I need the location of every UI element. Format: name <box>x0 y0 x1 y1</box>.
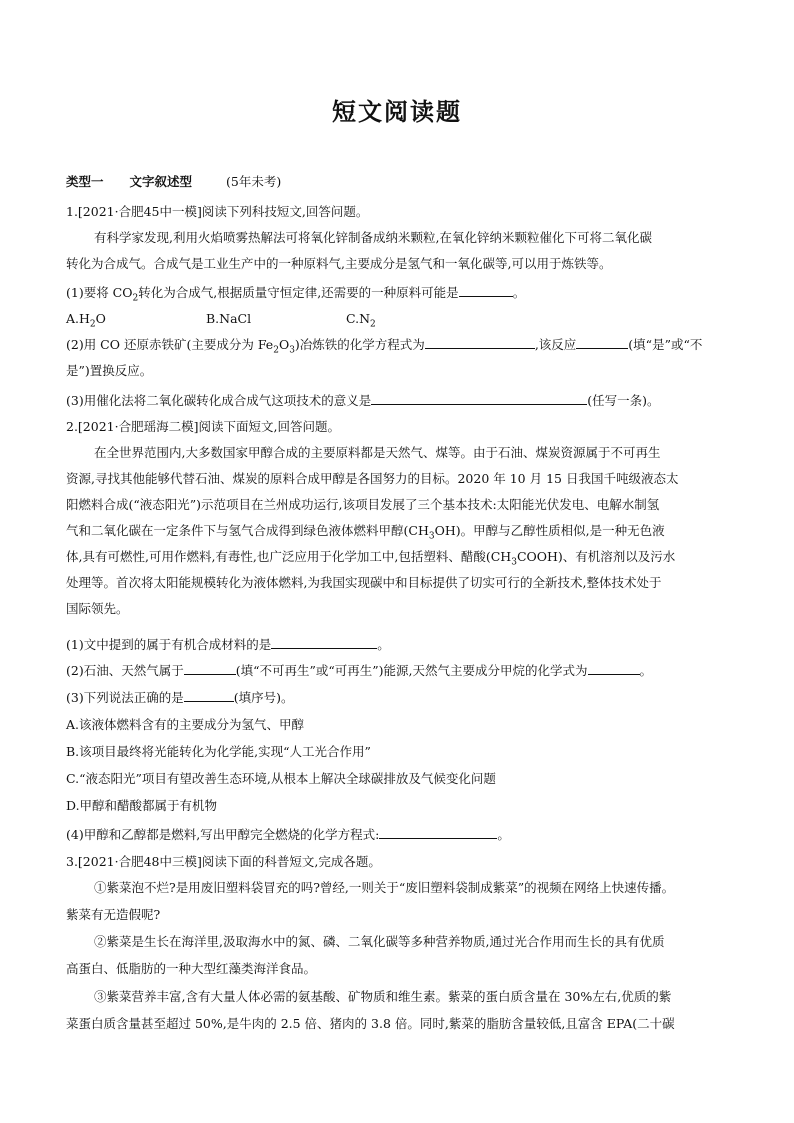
q1-subquestion-2: (2)用 CO 还原赤铁矿(主要成分为 $Fe_2O_3$)冶炼铁的化学方程式为 ,该反应 (填“是”或“不 <box>66 337 703 356</box>
answer-blank[interactable] <box>184 689 234 702</box>
q2-subquestion-4: (4)甲醇和乙醇都是燃料,写出甲醇完全燃烧的化学方程式: 。 <box>66 827 510 842</box>
q3-paragraph-line: ①紫菜泡不烂?是用废旧塑料袋冒充的吗?曾经,一则关于“废旧塑料袋制成紫菜”的视频在网络上快速传播。 <box>94 880 675 895</box>
q2-heading: 2.[2021·合肥瑶海二模]阅读下面短文,回答问题。 <box>66 419 340 434</box>
q1-subquestion-1: (1)要将 $CO_2$转化为合成气,根据质量守恒定律,还需要的一种原料可能是 。 <box>66 285 526 304</box>
q3-paragraph-line: ②紫菜是生长在海洋里,汲取海水中的氮、磷、二氧化碳等多种营养物质,通过光合作用而生长的具有优质 <box>94 934 665 949</box>
q2-option-a: A.该液体燃料含有的主要成分为氢气、甲醇 <box>66 717 305 732</box>
q2-paragraph-line: 国际领先。 <box>66 601 129 616</box>
q2-subquestion-1: (1)文中提到的属于有机合成材料的是 。 <box>66 637 390 652</box>
answer-blank[interactable] <box>271 636 377 649</box>
answer-blank[interactable] <box>425 336 535 349</box>
q1-paragraph-line: 转化为合成气。合成气是工业生产中的一种原料气,主要成分是氢气和一氧化碳等,可以用于炼铁等。 <box>66 256 612 271</box>
q3-paragraph-line: 高蛋白、低脂肪的一种大型红藻类海洋食品。 <box>66 961 317 976</box>
section-heading <box>66 172 281 190</box>
q1-subquestion-2-cont: 是”)置换反应。 <box>66 363 153 378</box>
q3-heading: 3.[2021·合肥48中三模]阅读下面的科普短文,完成各题。 <box>66 854 381 869</box>
section-name: 文字叙述型 <box>129 174 193 189</box>
option-c: $C.N_2$ <box>346 311 376 330</box>
q2-option-b: B.该项目最终将光能转化为化学能,实现“人工光合作用” <box>66 744 371 759</box>
q2-paragraph-line: 资源,寻找其他能够代替石油、煤炭的原料合成甲醇是各国努力的目标。2020 年 10 月 15 日我国千吨级液态太 <box>66 471 679 486</box>
q2-option-d: D.甲醇和醋酸都属于有机物 <box>66 798 218 813</box>
answer-blank[interactable] <box>379 826 497 839</box>
section-note: (5年未考) <box>226 174 282 189</box>
q3-paragraph-line: 紫菜有无造假呢? <box>66 907 161 922</box>
q2-subquestion-2: (2)石油、天然气属于 (填“不可再生”或“可再生”)能源,天然气主要成分甲烷的化学式为 。 <box>66 663 653 678</box>
q3-paragraph-line: ③紫菜营养丰富,含有大量人体必需的氨基酸、矿物质和维生素。紫菜的蛋白质含量在 30%左右,优质的紫 <box>94 989 672 1004</box>
answer-blank[interactable] <box>576 336 628 349</box>
q2-option-c: C.“液态阳光”项目有望改善生态环境,从根本上解决全球碳排放及气候变化问题 <box>66 771 496 786</box>
q2-paragraph-line: 体,具有可燃性,可用作燃料,有毒性,也广泛应用于化学加工中,包括塑料、醋酸$(CH_3COOH)$、有机溶剂以及污水 <box>66 549 676 568</box>
q2-paragraph-line: 在全世界范围内,大多数国家甲醇合成的主要原料都是天然气、煤等。由于石油、煤炭资源属于不可再生 <box>94 445 661 460</box>
q2-subquestion-3: (3)下列说法正确的是 (填序号)。 <box>66 690 294 705</box>
q3-paragraph-line: 菜蛋白质含量甚至超过 50%,是牛肉的 2.5 倍、猪肉的 3.8 倍。同时,紫菜的脂肪含量较低,且富含 EPA(二十碳 <box>66 1016 675 1031</box>
option-a: $A.H_2O$ <box>66 311 106 330</box>
option-b: B.NaCl <box>206 311 252 326</box>
q1-subquestion-3: (3)用催化法将二氧化碳转化成合成气这项技术的意义是 (任写一条)。 <box>66 393 660 408</box>
answer-blank[interactable] <box>588 662 640 675</box>
q2-paragraph-line: 阳燃料合成(“液态阳光”)示范项目在兰州成功运行,该项目发展了三个基本技术:太阳能光伏发电、电解水制氢 <box>66 497 660 512</box>
q2-paragraph-line: 处理等。首次将太阳能规模转化为液体燃料,为我国实现碳中和目标提供了切实可行的全新技术,整体技术处于 <box>66 575 662 590</box>
q1-options <box>66 310 728 328</box>
q1-paragraph-line: 有科学家发现,利用火焰喷雾热解法可将氧化锌制备成纳米颗粒,在氧化锌纳米颗粒催化下可将二氧化碳 <box>94 230 652 245</box>
answer-blank[interactable] <box>459 284 513 297</box>
page-title: 短文阅读题 <box>332 98 462 126</box>
answer-blank[interactable] <box>371 392 587 405</box>
section-type: 类型一 <box>66 174 104 189</box>
q2-paragraph-line: 气和二氧化碳在一定条件下与氢气合成得到绿色液体燃料甲醇$(CH_3OH)$。甲醇与乙醇性质相似,是一种无色液 <box>66 523 665 542</box>
answer-blank[interactable] <box>184 662 236 675</box>
q1-heading: 1.[2021·合肥45中一模]阅读下列科技短文,回答问题。 <box>66 204 369 219</box>
